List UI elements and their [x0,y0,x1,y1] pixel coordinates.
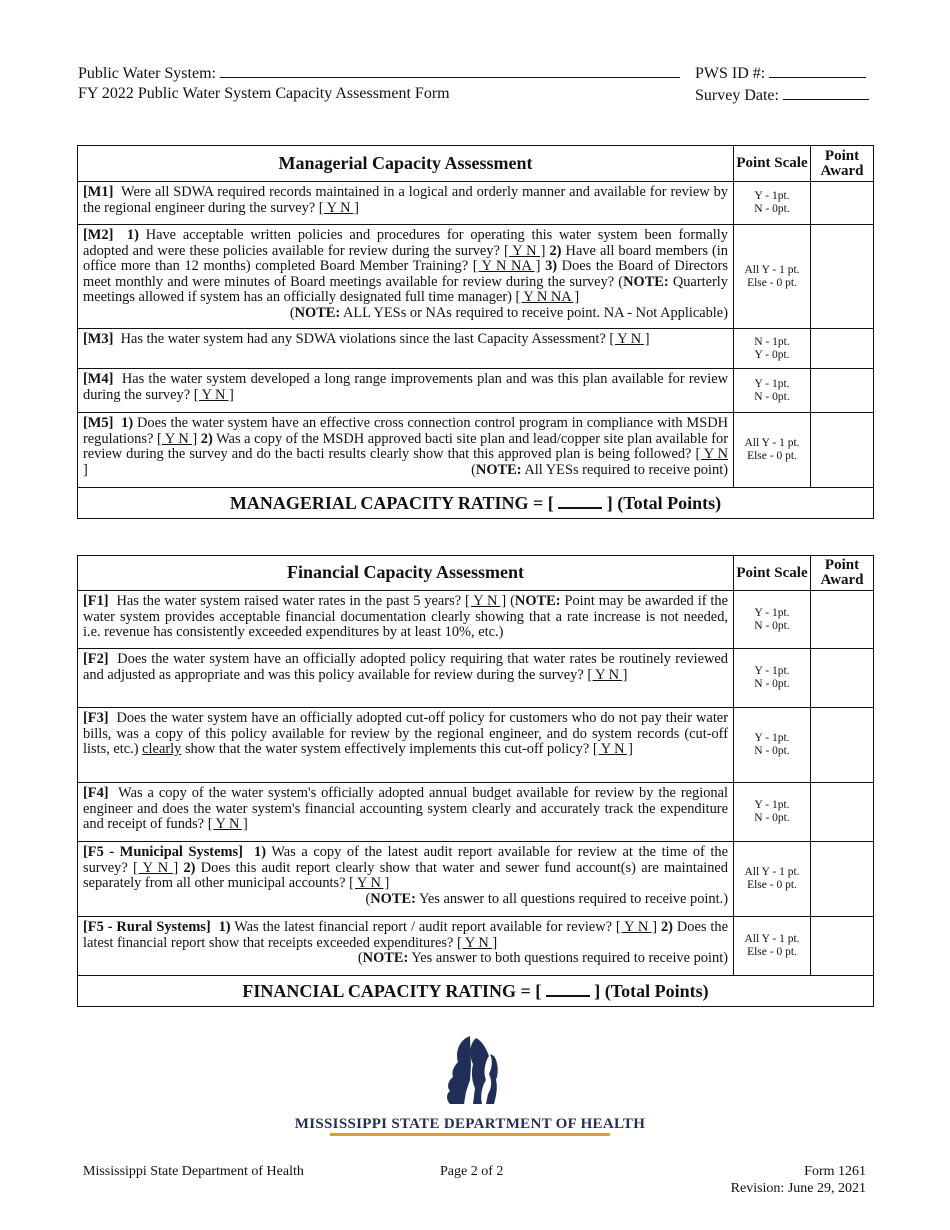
question-text: Quarterly meetings allowed if system has an officially designated full time manager) [83,273,728,306]
yes-no-choice[interactable]: [ Y N ] [318,199,359,216]
question-id: [M5] [83,415,114,431]
sub-number: 3) [545,258,558,275]
rating-label: MANAGERIAL CAPACITY RATING = [ [229,492,554,513]
question-text: Was a copy of the water system's officially adopted annual budget available for review by the regional engineer and does the water system's financial accounting system clearly and accurately track the expenditure and receipt of funds? [83,785,728,833]
form-title: FY 2022 Public Water System Capacity Assessment Form [78,85,450,102]
yes-no-choice[interactable]: [ Y N ] [193,386,234,403]
note-label: NOTE: [623,273,669,290]
profile-emblem-icon [447,1036,498,1104]
question-id: [F3] [83,710,109,726]
question-text: Was a copy of the latest audit report available for review at the time of the survey? [83,844,728,876]
note [290,306,728,322]
point-award-cell[interactable] [811,842,874,917]
scale-line: All Y - 1 pt. [744,437,800,449]
question-row-f4 [78,783,874,842]
financial-title: Financial Capacity Assessment [78,556,734,591]
survey-date-label: Survey Date: [695,87,779,104]
question-text: show that the water system effectively implements this cut-off policy? [184,741,590,758]
point-award-header: Point Award [811,146,874,182]
scale-line: Y - 1pt. [754,606,790,619]
logo-wordmark: MISSISSIPPI STATE DEPARTMENT OF HEALTH [294,1116,646,1132]
question-text: Has the water system raised water rates in the past 5 years? [116,593,462,609]
pws-id-blank[interactable] [769,62,866,78]
pws-id-line [695,62,866,84]
point-award-cell[interactable] [811,225,874,329]
rating-suffix: ] (Total Points) [594,980,709,1001]
point-award-cell[interactable] [811,329,874,369]
pws-name-blank[interactable] [220,62,680,78]
paren: ( [471,461,476,478]
point-award-cell[interactable] [811,591,874,649]
question-row-m4 [78,369,874,413]
question-id: [M2] [83,227,114,243]
footer-revision: Revision: June 29, 2021 [730,1181,866,1196]
survey-date-blank[interactable] [783,84,869,100]
yes-no-na-choice[interactable]: [ Y N NA ] [515,289,580,306]
point-award-cell[interactable] [811,649,874,708]
scale-line: Else - 0 pt. [747,450,797,462]
sub-number: 1) [254,844,267,860]
msdh-logo-graphic [294,1030,646,1140]
question-text: Have all board members (in office more than 12 months) completed Board Member Training? [83,242,728,275]
question-text: Has the water system developed a long range improvements plan and was this plan available for review during the survey? [83,371,728,403]
question-row-m3 [78,329,874,369]
question-text: Has the water system had any SDWA violations since the last Capacity Assessment? [120,331,606,347]
logo-gold-bar [330,1133,610,1136]
paren: ( [510,593,515,609]
yes-no-choice[interactable]: [ Y N ] [207,816,248,833]
yes-no-choice[interactable]: [ Y N ] [349,875,390,892]
question-id: [M4] [83,371,114,387]
point-scale-header: Point Scale [734,556,811,591]
question-text: Does this audit report clearly show that water and sewer fund account(s) are maintained separately from all other municipal accounts? [83,859,728,892]
question-row-f1 [78,591,874,649]
scale-line: Y - 1pt. [754,377,790,390]
yes-no-choice[interactable]: [ Y N ] [83,446,728,478]
rating-label: FINANCIAL CAPACITY RATING = [ [242,980,542,1001]
question-text: Does the water system have an officially adopted cut-off policy for customers who do not pay their water bills, was a copy of this policy available for review by the regional engineer, and do system records (cut-off lists, etc.) [83,710,728,758]
managerial-table [77,145,874,519]
point-award-header: Point Award [811,556,874,591]
sub-number: 1) [218,919,231,935]
point-award-cell[interactable] [811,783,874,842]
scale-line: Y - 1pt. [754,190,790,202]
scale-line: Else - 0 pt. [747,946,797,958]
managerial-rating-row [78,488,874,519]
point-award-cell[interactable] [811,708,874,783]
question-row-f3 [78,708,874,783]
note-text: All YESs required to receive point) [524,461,728,478]
note [358,951,728,967]
question-text: Does the Board of Directors meet monthly and were minutes of Board meetings available for review during the survey? ( [83,258,728,290]
scale-line: Y - 1pt. [754,665,790,677]
question-id: [M3] [83,331,114,347]
footer-page-number: Page 2 of 2 [440,1164,504,1179]
scale-line: N - 1pt. [754,335,790,348]
paren: ( [357,950,363,967]
financial-rating-row [78,976,874,1007]
question-id: [F1] [83,593,109,609]
scale-line: N - 0pt. [754,678,790,690]
question-id: [M1] [83,184,114,200]
note-text: Yes answer to both questions required to receive point) [411,950,728,967]
yes-no-choice[interactable]: [ Y N ] [587,666,628,683]
sub-number: 2) [549,242,562,259]
rating-blank[interactable] [546,983,590,997]
scale-line: N - 0pt. [754,812,790,824]
scale-line: N - 0pt. [754,619,790,632]
note-label: NOTE: [475,461,522,478]
question-row-m2 [78,225,874,329]
question-id: [F2] [83,651,109,667]
yes-no-choice[interactable]: [ Y N ] [156,430,198,447]
point-award-cell[interactable] [811,182,874,225]
note-label: NOTE: [370,890,416,907]
note-text: Point may be awarded if the water system provides acceptable financial documentation clearly showing that a rate increase is not needed, i.e. revenue has consistently exceeded expenditures by at least 10%, etc.) [83,593,729,641]
yes-no-choice[interactable]: [ Y N ] [592,741,633,758]
sub-number: 2) [183,859,196,876]
sub-number: 2) [200,430,213,447]
scale-line: All Y - 1 pt. [744,933,800,945]
question-row-m1 [78,182,874,225]
paren: ( [289,304,295,321]
scale-line: All Y - 1 pt. [744,263,800,276]
point-award-cell[interactable] [811,917,874,976]
yes-no-choice[interactable]: [ Y N ] [133,859,179,876]
question-row-m5 [78,413,874,488]
pws-id-label: PWS ID #: [695,65,766,82]
question-text: Have acceptable written policies and procedures for operating this water system been formally adopted and were these policies available for review during the survey? [83,227,728,259]
footer-form-number: Form 1261 [804,1164,866,1179]
note-text: ALL YESs or NAs required to receive point. NA - Not Applicable) [343,304,728,321]
sub-number: 1) [121,415,134,431]
note-label: NOTE: [514,593,561,609]
question-text: Does the latest financial report show that receipts exceeded expenditures? [83,919,728,951]
yes-no-na-choice[interactable]: [ Y N NA ] [472,258,541,275]
note [365,892,728,908]
yes-no-choice[interactable]: [ Y N ] [615,919,658,935]
yes-no-choice[interactable]: [ Y N ] [465,593,507,609]
scale-line: Else - 0 pt. [747,276,797,289]
question-row-f5-rural [78,917,874,976]
managerial-title: Managerial Capacity Assessment [78,146,734,182]
rating-suffix: ] (Total Points) [606,492,722,513]
note-label: NOTE: [294,304,341,321]
note-label: NOTE: [362,950,409,967]
scale-line: All Y - 1 pt. [744,866,800,878]
question-id: [F4] [83,785,109,801]
pws-label: Public Water System: [78,65,216,82]
question-text: Does the water system have an officially adopted policy requiring that water rates be routinely reviewed and adjusted as appropriate and was this policy available for review during the survey? [83,651,729,683]
question-text: Does the water system have an effective cross connection control program in compliance with MSDH regulations? [83,415,728,447]
rating-blank[interactable] [558,495,602,509]
question-row-f2 [78,649,874,708]
note-text: Yes answer to all questions required to receive point.) [418,890,728,907]
yes-no-choice[interactable]: [ Y N ] [609,331,650,347]
yes-no-choice[interactable]: [ Y N ] [503,242,546,259]
scale-line: N - 0pt. [754,745,790,757]
scale-line: Y - 1pt. [754,799,790,811]
msdh-logo [294,1030,646,1140]
survey-date-line [695,84,869,106]
footer-org: Mississippi State Department of Health [83,1164,304,1179]
question-text: Were all SDWA required records maintained in a logical and orderly manner and available for review by the regional engineer during the survey? [83,184,728,216]
scale-line: N - 0pt. [754,203,790,215]
point-scale-header: Point Scale [734,146,811,182]
question-id: [F5 - Rural Systems] [83,919,211,935]
point-award-cell[interactable] [811,413,874,488]
question-id: [F5 - Municipal Systems] [83,844,243,860]
pws-name-line [78,62,680,84]
question-row-f5-municipal [78,842,874,917]
note [471,463,728,479]
point-award-cell[interactable] [811,369,874,413]
scale-line: Y - 1pt. [754,732,790,744]
financial-table [77,555,874,1007]
scale-line: Y - 0pt. [754,348,790,361]
sub-number: 1) [126,227,139,243]
question-text: Was the latest financial report / audit report available for review? [234,919,612,935]
scale-line: Else - 0 pt. [747,879,797,891]
scale-line: N - 0pt. [754,390,790,403]
question-text: Was a copy of the MSDH approved bacti site plan and lead/copper site plan available for review during the survey and do the bacti results clearly show that this approved plan is being followed? [83,430,728,463]
yes-no-choice[interactable]: [ Y N ] [457,934,498,951]
emphasis-word: clearly [142,741,182,758]
paren: ( [365,890,371,907]
sub-number: 2) [660,919,673,935]
